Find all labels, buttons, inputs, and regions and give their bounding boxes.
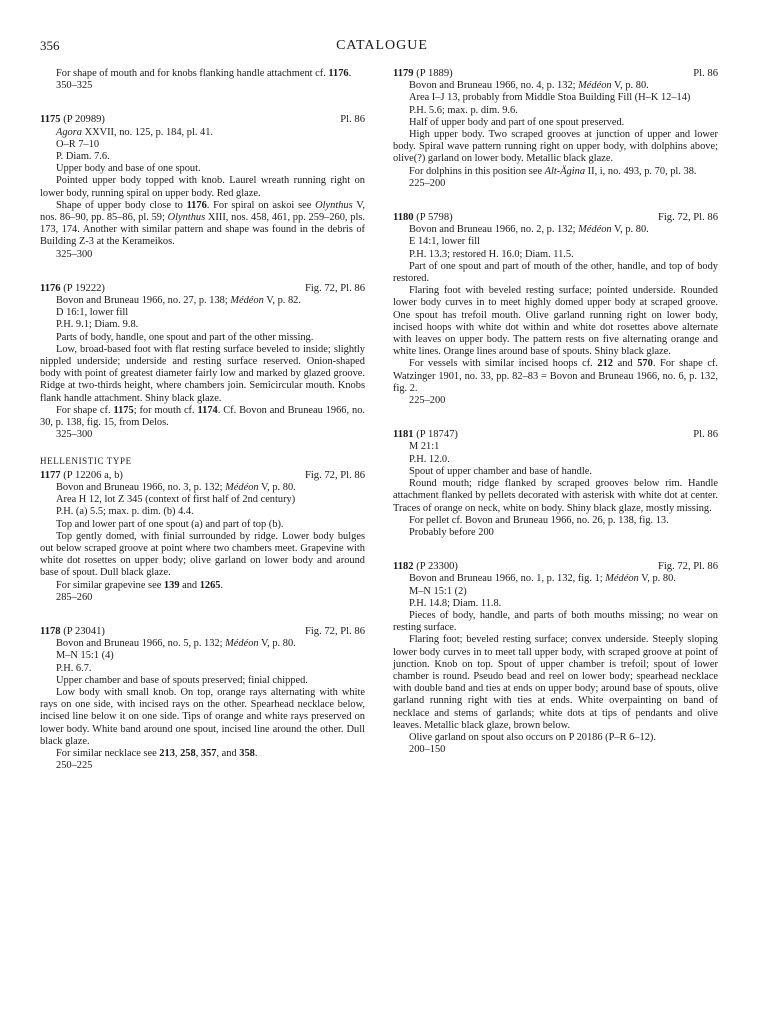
findspot: M 21:1 bbox=[409, 441, 440, 453]
date-range: 250–225 bbox=[56, 760, 93, 772]
catalogue-number: 1178 bbox=[40, 625, 61, 637]
catalogue-entry-1176 bbox=[40, 283, 365, 442]
catalogue-entry-1179 bbox=[393, 68, 718, 190]
description: Low body with small knob. On top, orange rays alternating with white rays on one side, with incised rays on the other. Spearhead necklace below, incised line below it on one side. Tips of orange and white rays preserved on lower body. White band around one spout, incised line around the other. Dull black glaze. bbox=[40, 686, 365, 747]
date-range: 325–300 bbox=[56, 248, 93, 260]
description: Flaring foot with beveled resting surface; pointed underside. Rounded lower body curves in to meet highly domed upper body at scraped groove. One spout has trefoil mouth. Olive garland running right on lower body, incised hoops with white dot within and white dot rosettes above alternate with leaves on upper body. The pattern rests on five alternating orange and white lines. Orange lines around base of spouts. Shiny black glaze. bbox=[393, 285, 718, 358]
preservation: Part of one spout and part of mouth of the other, handle, and top of body restored. bbox=[393, 260, 718, 285]
description: Low, broad-based foot with flat resting surface beveled to inside; slightly nippled underside; underside and resting surface reserved. Onion-shaped body with point of greatest diameter fairly low and marked by glazed groove. Ridge at two-thirds height, where chambers join. Semicircular mouth. Knobs flank handle attachment. Shiny black glaze. bbox=[40, 343, 365, 404]
inventory-number: (P 5798) bbox=[416, 212, 453, 224]
plate-reference: Pl. 86 bbox=[693, 429, 718, 441]
date-range: 225–200 bbox=[409, 177, 446, 189]
preservation: Pieces of body, handle, and parts of both mouths missing; no wear on resting surface. bbox=[393, 609, 718, 634]
dimensions: P.H. 6.7. bbox=[56, 662, 92, 674]
entry-heading bbox=[393, 68, 718, 80]
date-range: Probably before 200 bbox=[409, 526, 494, 538]
commentary: For similar necklace see 213, 258, 357, and 358. bbox=[56, 747, 258, 759]
findspot: D 16:1, lower fill bbox=[56, 307, 129, 319]
section-title: HELLENISTIC TYPE bbox=[40, 456, 132, 467]
findspot: M–N 15:1 (2) bbox=[409, 585, 467, 597]
entry-heading bbox=[40, 283, 365, 295]
description: Flaring foot; beveled resting surface; convex underside. Steeply sloping lower body curves in to meet tall upper body, with scraped groove at point of junction. Knob on top. Spout of upper chamber is trefoil; spout of lower chamber is round. Pseudo bead and reel on lower body; spearhead necklace with double band and ties at ends on upper body; around base of spouts, olive garland running right with ties at ends. White overpainting on band of necklace and stems of garlands; white dots at tips of pendants and olive leaves. Metallic black glaze, brown below. bbox=[393, 634, 718, 731]
entry-heading bbox=[393, 561, 718, 573]
preservation: Parts of body, handle, one spout and part of the other missing. bbox=[56, 331, 314, 343]
intro-paragraph: For shape of mouth and for knobs flanking handle attachment cf. 1176. bbox=[56, 68, 352, 79]
entry-heading bbox=[393, 429, 718, 441]
commentary: For dolphins in this position see Alt-Ägina II, i, no. 493, p. 70, pl. 38. bbox=[409, 165, 697, 177]
plate-reference: Fig. 72, Pl. 86 bbox=[304, 469, 365, 481]
description: Top gently domed, with finial surrounded by ridge. Lower body bulges out below scraped groove at point where two chambers meet. Grapevine with white dot rosettes on upper body; olive garland on lower body and around base of spout. Dull black glaze. bbox=[40, 530, 365, 579]
plate-reference: Fig. 72, Pl. 86 bbox=[657, 212, 718, 224]
bibliography: Agora XXVII, no. 125, p. 184, pl. 41. bbox=[56, 126, 214, 138]
findspot: E 14:1, lower fill bbox=[409, 236, 480, 248]
catalogue-number: 1176 bbox=[40, 282, 61, 294]
catalogue-entry-1175 bbox=[40, 114, 365, 260]
findspot: Area I–J 13, probably from Middle Stoa Building Fill (H–K 12–14) bbox=[409, 92, 691, 104]
catalogue-entry-1178 bbox=[40, 626, 365, 772]
page-header bbox=[40, 38, 724, 56]
entry-heading bbox=[40, 114, 365, 126]
commentary: For vessels with similar incised hoops cf. 212 and 570. For shape cf. Watzinger 1901, no. 33, pp. 82–83 = Bovon and Bruneau 1966, no. 6, p. 132, fig. 2. bbox=[393, 358, 719, 394]
findspot: M–N 15:1 (4) bbox=[56, 650, 114, 662]
entry-heading bbox=[40, 470, 365, 482]
findspot: O–R 7–10 bbox=[56, 138, 100, 150]
preservation: Half of upper body and part of one spout preserved. bbox=[409, 116, 625, 128]
commentary: Olive garland on spout also occurs on P 20186 (P–R 6–12). bbox=[409, 731, 656, 743]
inventory-number: (P 12206 a, b) bbox=[63, 469, 123, 481]
description: Round mouth; ridge flanked by scraped grooves below rim. Handle attachment flanked by pellets decorated with asterisk with white dot at center. Traces of orange on neck, white on body. Shiny black glaze, mostly missing. bbox=[393, 478, 718, 514]
bibliography: Bovon and Bruneau 1966, no. 5, p. 132; Médéon V, p. 80. bbox=[56, 638, 296, 650]
date-range: 285–260 bbox=[56, 591, 93, 603]
description: High upper body. Two scraped grooves at junction of upper and lower body. Spiral wave pattern running right on upper body, with dolphins above; olive(?) garland on lower body. Metallic black glaze. bbox=[393, 129, 718, 165]
inventory-number: (P 20989) bbox=[63, 114, 105, 126]
preservation: Spout of upper chamber and base of handle. bbox=[409, 465, 592, 477]
dimensions: P.H. 12.0. bbox=[409, 453, 450, 465]
inventory-number: (P 23300) bbox=[416, 561, 458, 573]
entry-heading bbox=[393, 212, 718, 224]
catalogue-number: 1179 bbox=[393, 68, 414, 79]
commentary: For similar grapevine see 139 and 1265. bbox=[56, 579, 224, 591]
dimensions: P.H. 14.8; Diam. 11.8. bbox=[409, 597, 502, 609]
right-column bbox=[393, 68, 718, 770]
dimensions: P.H. 5.6; max. p. dim. 9.6. bbox=[409, 104, 518, 116]
catalogue-number: 1181 bbox=[393, 429, 414, 441]
plate-reference: Fig. 72, Pl. 86 bbox=[657, 561, 718, 573]
bibliography: Bovon and Bruneau 1966, no. 27, p. 138; Médéon V, p. 82. bbox=[56, 295, 301, 307]
catalogue-number: 1175 bbox=[40, 114, 61, 126]
inventory-number: (P 19222) bbox=[63, 282, 105, 294]
bibliography: Bovon and Bruneau 1966, no. 4, p. 132; Médéon V, p. 80. bbox=[409, 80, 649, 92]
findspot: Area H 12, lot Z 345 (context of first half of 2nd century) bbox=[56, 494, 296, 506]
page-number: 356 bbox=[40, 38, 60, 53]
catalogue-entry-1177 bbox=[40, 470, 365, 604]
plate-reference: Fig. 72, Pl. 86 bbox=[304, 625, 365, 637]
inventory-number: (P 1889) bbox=[416, 68, 453, 79]
date-range: 350–325 bbox=[56, 80, 93, 92]
bibliography: Bovon and Bruneau 1966, no. 2, p. 132; Médéon V, p. 80. bbox=[409, 224, 649, 236]
plate-reference: Fig. 72, Pl. 86 bbox=[304, 282, 365, 294]
left-column bbox=[40, 68, 365, 786]
catalogue-entry-1182 bbox=[393, 561, 718, 756]
commentary: For pellet cf. Bovon and Bruneau 1966, no. 26, p. 138, fig. 13. bbox=[409, 514, 669, 526]
inventory-number: (P 23041) bbox=[63, 625, 105, 637]
commentary: Shape of upper body close to 1176. For spiral on askoi see Olynthus V, nos. 86–90, pp. 85–86, pl. 59; Olynthus XIII, nos. 458, 461, pp. 259–260, pls. 173, 174. Another with similar pattern and shape was found in the debris of Building Z-3 at the Kerameikos. bbox=[40, 199, 366, 248]
catalogue-number: 1177 bbox=[40, 469, 61, 481]
description: Pointed upper body topped with knob. Laurel wreath running right on lower body, running spiral on upper body. Red glaze. bbox=[40, 175, 365, 199]
dimensions: P.H. (a) 5.5; max. p. dim. (b) 4.4. bbox=[56, 506, 194, 518]
plate-reference: Pl. 86 bbox=[693, 68, 718, 79]
inventory-number: (P 18747) bbox=[416, 429, 458, 441]
running-head: CATALOGUE bbox=[336, 38, 428, 53]
dimensions: P.H. 9.1; Diam. 9.8. bbox=[56, 319, 139, 331]
catalogue-entry-1181 bbox=[393, 429, 718, 539]
preservation: Upper chamber and base of spouts preserved; finial chipped. bbox=[56, 674, 308, 686]
preservation: Top and lower part of one spout (a) and part of top (b). bbox=[56, 518, 284, 530]
date-range: 200–150 bbox=[409, 744, 446, 756]
catalogue-number: 1182 bbox=[393, 561, 414, 573]
catalogue-entry-1180 bbox=[393, 212, 718, 407]
plate-reference: Pl. 86 bbox=[340, 114, 365, 126]
bibliography: Bovon and Bruneau 1966, no. 1, p. 132, fig. 1; Médéon V, p. 80. bbox=[409, 573, 676, 585]
dimensions: P. Diam. 7.6. bbox=[56, 151, 110, 163]
bibliography: Bovon and Bruneau 1966, no. 3, p. 132; Médéon V, p. 80. bbox=[56, 481, 296, 493]
entry-heading bbox=[40, 626, 365, 638]
date-range: 325–300 bbox=[56, 429, 93, 441]
commentary: For shape cf. 1175; for mouth cf. 1174. Cf. Bovon and Bruneau 1966, no. 30, p. 138, fig. 15, from Delos. bbox=[40, 404, 365, 429]
preservation: Upper body and base of one spout. bbox=[56, 163, 201, 175]
dimensions: P.H. 13.3; restored H. 16.0; Diam. 11.5. bbox=[409, 248, 574, 260]
date-range: 225–200 bbox=[409, 395, 446, 407]
intro-continuation bbox=[40, 68, 365, 92]
catalogue-number: 1180 bbox=[393, 212, 414, 224]
